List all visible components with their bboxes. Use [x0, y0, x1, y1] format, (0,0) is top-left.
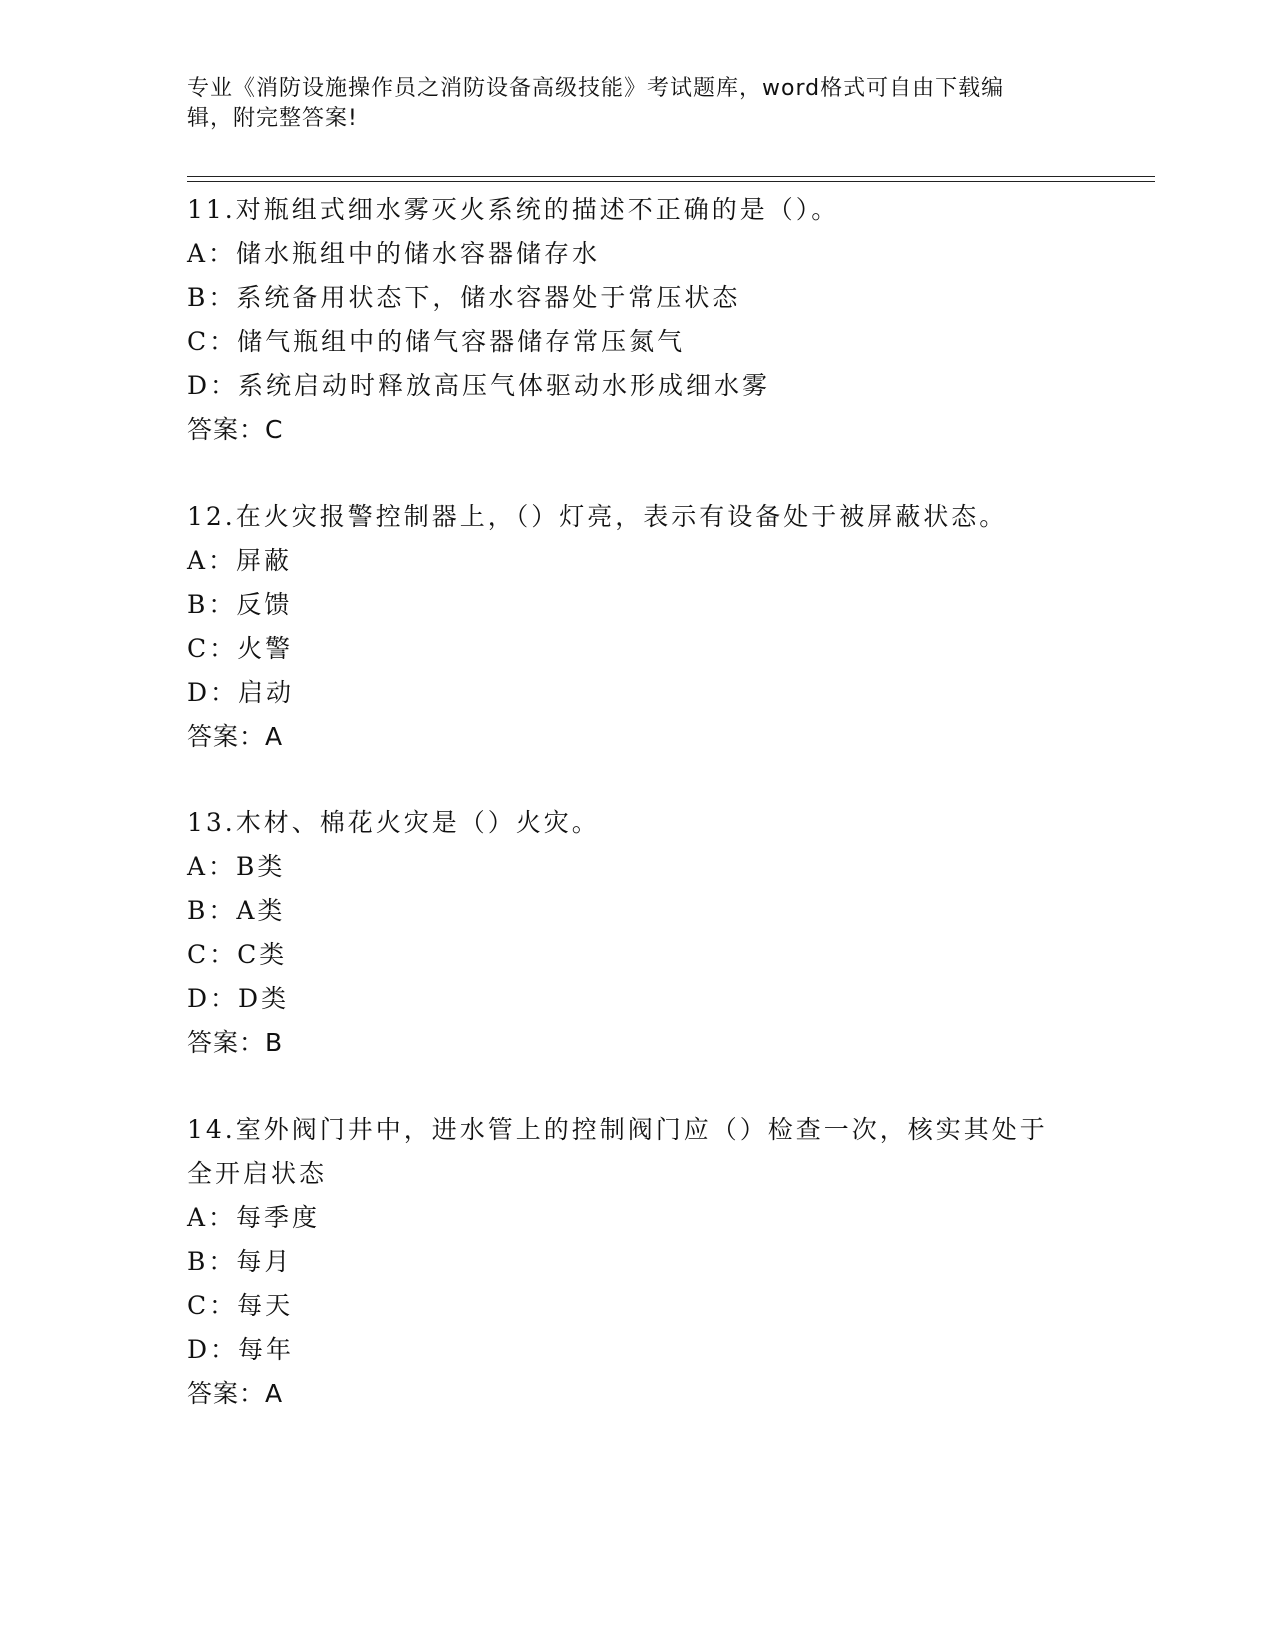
- document-header-line-1: 专业《消防设施操作员之消防设备高级技能》考试题库，word格式可自由下载编: [187, 76, 1005, 101]
- header-divider-top: [187, 176, 1155, 177]
- answer: 答案：A: [187, 1379, 284, 1408]
- answer: 答案：C: [187, 415, 284, 444]
- option-b: B：A类: [187, 896, 286, 925]
- document-header-line-2: 辑，附完整答案!: [187, 106, 358, 131]
- question-stem: 12.在火灾报警控制器上，（）灯亮，表示有设备处于被屏蔽状态。: [187, 502, 1008, 531]
- option-d: D：系统启动时释放高压气体驱动水形成细水雾: [187, 371, 771, 400]
- option-c: C：火警: [187, 634, 294, 663]
- header-divider-bottom: [187, 181, 1155, 182]
- option-a: A：屏蔽: [187, 546, 293, 575]
- option-c: C：储气瓶组中的储气容器储存常压氮气: [187, 327, 686, 356]
- option-c: C：每天: [187, 1291, 294, 1320]
- option-a: A：储水瓶组中的储水容器储存水: [187, 239, 601, 268]
- option-c: C：C类: [187, 940, 288, 969]
- option-d: D：每年: [187, 1335, 295, 1364]
- question-stem: 11.对瓶组式细水雾灭火系统的描述不正确的是（）。: [187, 195, 840, 224]
- question-stem-continued: 全开启状态: [187, 1159, 328, 1188]
- option-d: D：D类: [187, 984, 290, 1013]
- option-b: B：反馈: [187, 590, 293, 619]
- question-stem: 14.室外阀门井中，进水管上的控制阀门应（）检查一次，核实其处于: [187, 1115, 1048, 1144]
- option-b: B：系统备用状态下，储水容器处于常压状态: [187, 283, 741, 312]
- option-a: A：B类: [187, 852, 286, 881]
- question-stem: 13.木材、棉花火灾是（）火灾。: [187, 808, 600, 837]
- option-b: B：每月: [187, 1247, 293, 1276]
- answer: 答案：B: [187, 1028, 284, 1057]
- option-d: D：启动: [187, 678, 295, 707]
- answer: 答案：A: [187, 722, 284, 751]
- option-a: A：每季度: [187, 1203, 321, 1232]
